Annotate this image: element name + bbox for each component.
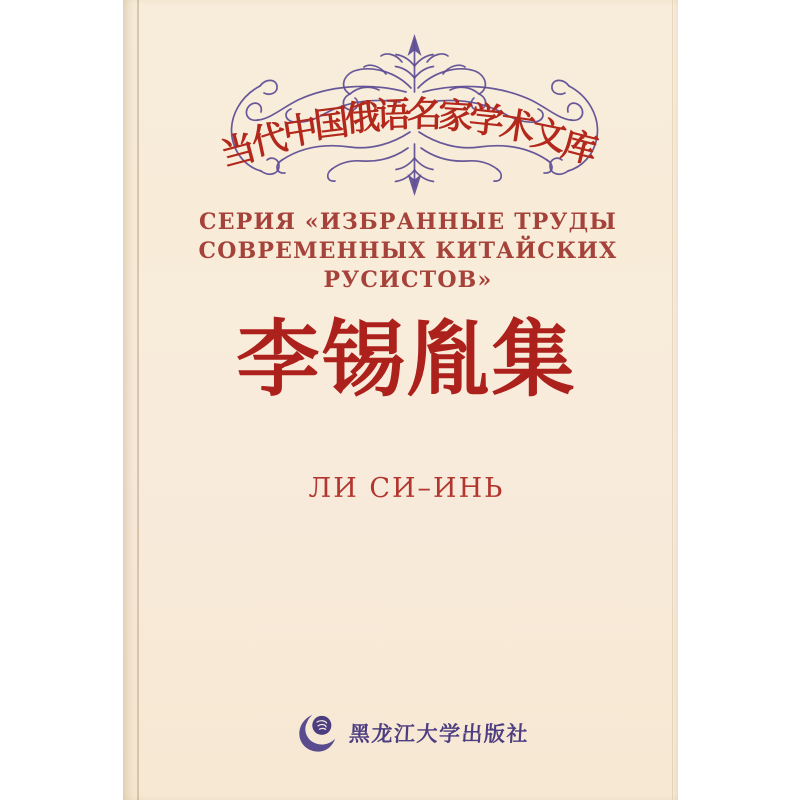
series-title-char: 学 xyxy=(466,98,506,143)
series-title-russian xyxy=(138,208,678,295)
cover-content xyxy=(135,0,678,800)
series-title-char: 名 xyxy=(406,93,442,136)
series-title-char: 俄 xyxy=(342,96,382,141)
book-cover xyxy=(123,0,678,800)
series-title-char: 当 xyxy=(215,126,261,176)
series-title-char: 语 xyxy=(374,94,412,137)
series-title-char: 中 xyxy=(279,108,321,155)
series-title-char: 代 xyxy=(247,116,291,164)
series-title-char: 术 xyxy=(496,103,538,150)
publisher-block xyxy=(148,712,678,754)
author-name: ЛИ СИ–ИНЬ xyxy=(308,473,505,504)
series-title-char: 家 xyxy=(436,95,474,139)
series-title-chinese-arc xyxy=(135,93,678,176)
publisher-name: 黑龙江大学出版社 xyxy=(348,721,530,746)
publisher-logo-icon xyxy=(297,712,339,754)
series-title-char: 库 xyxy=(556,123,602,173)
series-title-char: 文 xyxy=(526,112,570,160)
series-title-char: 国 xyxy=(311,101,351,147)
series-russian-line2: СОВРЕМЕННЫХ КИТАЙСКИХ РУСИСТОВ» xyxy=(198,238,618,293)
series-russian-line1: СЕРИЯ «ИЗБРАННЫЕ ТРУДЫ xyxy=(199,209,617,235)
book-title: 李锡胤集 xyxy=(236,310,577,408)
